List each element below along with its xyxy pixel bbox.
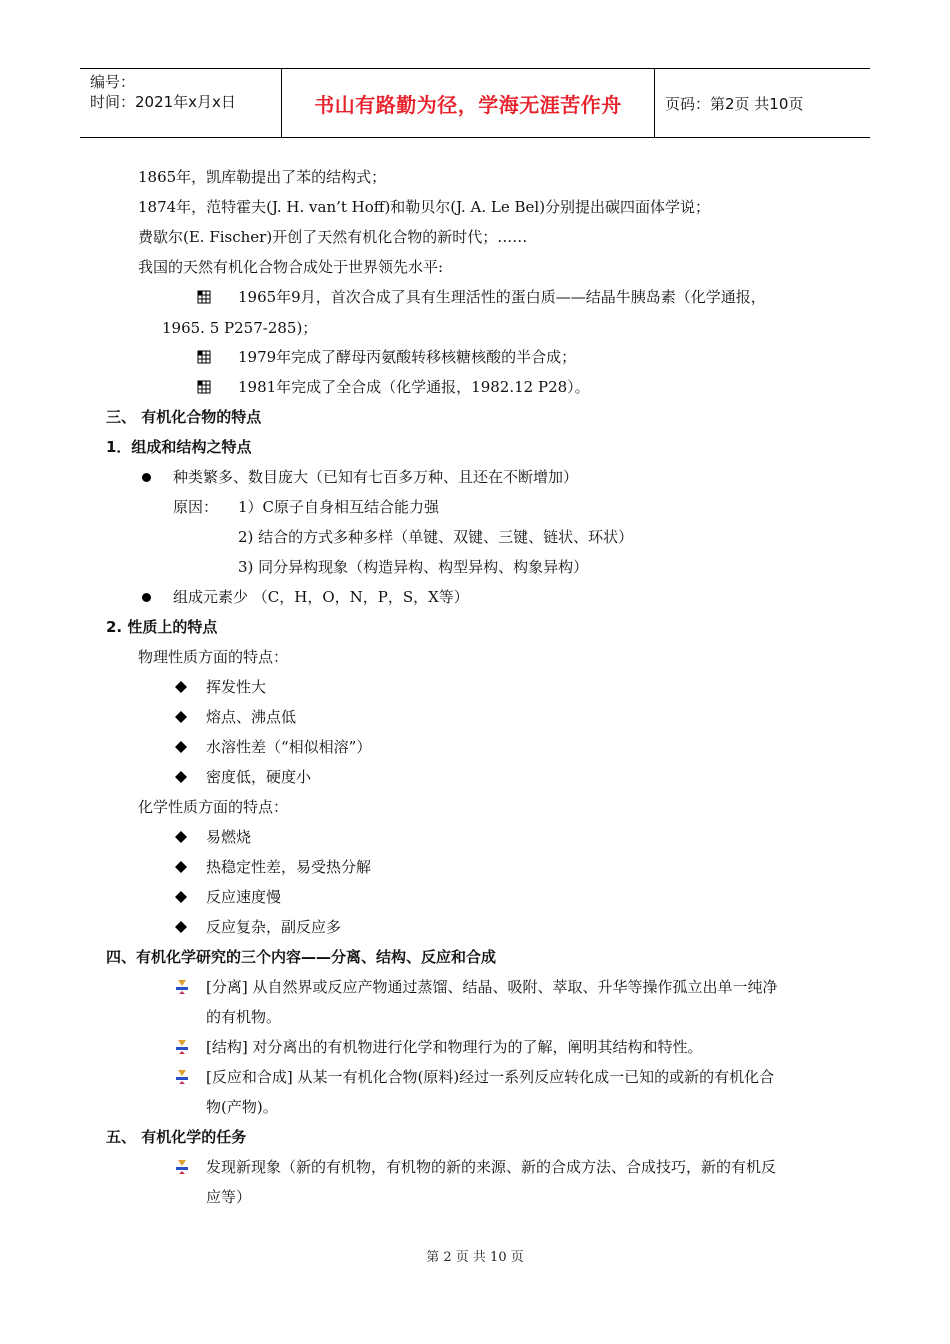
research-item-continuation: 的有机物。 — [206, 1008, 282, 1026]
header-page-cell — [655, 69, 870, 137]
filled-diamond-icon — [175, 711, 187, 723]
task-item: 发现新现象（新的有机物，有机物的新的来源、新的合成方法、合成技巧，新的有机反 — [206, 1158, 777, 1176]
reason-item: 1）C原子自身相互结合能力强 — [238, 498, 440, 516]
page-footer: 第 2 页 共 10 页 — [426, 1250, 524, 1265]
achievement-line-continuation: 1965. 5 P257-285)； — [162, 319, 318, 337]
number-label: 编号： — [90, 73, 136, 91]
reason-item: 2) 结合的方式多种多样（单键、双键、三键、链状、环状） — [238, 528, 634, 546]
document-header — [80, 68, 870, 138]
filled-diamond-icon — [175, 921, 187, 933]
grid-square-icon — [197, 350, 211, 364]
motto: 书山有路勤为径，学海无涯苦作舟 — [314, 93, 622, 117]
header-motto-cell — [282, 69, 655, 137]
property-item: 熔点、沸点低 — [206, 708, 297, 726]
reason-label: 原因： — [173, 498, 219, 516]
subsection-title: 1．组成和结构之特点 — [106, 438, 252, 456]
history-line: 1865年，凯库勒提出了苯的结构式； — [138, 168, 387, 186]
grid-square-icon — [197, 380, 211, 394]
filled-diamond-icon — [175, 681, 187, 693]
chemical-label: 化学性质方面的特点： — [138, 798, 289, 816]
property-item: 密度低，硬度小 — [206, 768, 312, 786]
reason-item: 3) 同分异构现象（构造异构、构型异构、构象异构） — [238, 558, 589, 576]
colored-arrow-icon — [175, 1160, 189, 1174]
date-label: 时间：2021年x月x日 — [90, 93, 236, 111]
grid-square-icon — [197, 290, 211, 304]
history-line: 费歇尔(E. Fischer)开创了天然有机化合物的新时代；…… — [138, 228, 528, 246]
research-item: [反应和合成] 从某一有机化合物(原料)经过一系列反应转化成一已知的或新的有机化合 — [206, 1068, 775, 1086]
filled-diamond-icon — [175, 861, 187, 873]
filled-circle-icon — [142, 473, 151, 482]
section-title: 四、有机化学研究的三个内容——分离、结构、反应和合成 — [106, 948, 497, 966]
research-item-continuation: 物(产物)。 — [206, 1098, 278, 1116]
page-label: 页码：第2页 共10页 — [665, 95, 804, 113]
property-item: 水溶性差（“相似相溶”） — [206, 738, 372, 756]
research-item: [分离] 从自然界或反应产物通过蒸馏、结晶、吸附、萃取、升华等操作孤立出单一纯净 — [206, 978, 778, 996]
task-item-continuation: 应等） — [206, 1188, 252, 1206]
achievement-line: 1979年完成了酵母丙氨酸转移核糖核酸的半合成； — [238, 348, 577, 366]
property-item: 反应复杂，副反应多 — [206, 918, 342, 936]
property-item: 易燃烧 — [206, 828, 252, 846]
colored-arrow-icon — [175, 1070, 189, 1084]
bullet-item: 组成元素少 （C，H，O，N，P，S，X等） — [173, 588, 469, 606]
header-info-cell — [80, 69, 282, 137]
achievement-line: 1965年9月，首次合成了具有生理活性的蛋白质——结晶牛胰岛素（化学通报， — [238, 288, 766, 306]
filled-circle-icon — [142, 593, 151, 602]
filled-diamond-icon — [175, 831, 187, 843]
achievement-line: 1981年完成了全合成（化学通报，1982.12 P28）。 — [238, 378, 590, 396]
filled-diamond-icon — [175, 891, 187, 903]
history-line: 我国的天然有机化合物合成处于世界领先水平: — [138, 258, 444, 276]
filled-diamond-icon — [175, 771, 187, 783]
colored-arrow-icon — [175, 1040, 189, 1054]
property-item: 挥发性大 — [206, 678, 267, 696]
section-title: 五、 有机化学的任务 — [106, 1128, 247, 1146]
research-item: [结构] 对分离出的有机物进行化学和物理行为的了解，阐明其结构和特性。 — [206, 1038, 703, 1056]
property-item: 热稳定性差，易受热分解 — [206, 858, 372, 876]
property-item: 反应速度慢 — [206, 888, 282, 906]
history-line: 1874年，范特霍夫(J. H. van’t Hoff)和勒贝尔(J. A. Le Bel)分别提出碳四面体学说； — [138, 198, 711, 216]
filled-diamond-icon — [175, 741, 187, 753]
physical-label: 物理性质方面的特点： — [138, 648, 289, 666]
section-title: 三、 有机化合物的特点 — [106, 408, 262, 426]
colored-arrow-icon — [175, 980, 189, 994]
subsection-title: 2. 性质上的特点 — [106, 618, 218, 636]
bullet-item: 种类繁多、数目庞大（已知有七百多万种、且还在不断增加） — [173, 468, 579, 486]
